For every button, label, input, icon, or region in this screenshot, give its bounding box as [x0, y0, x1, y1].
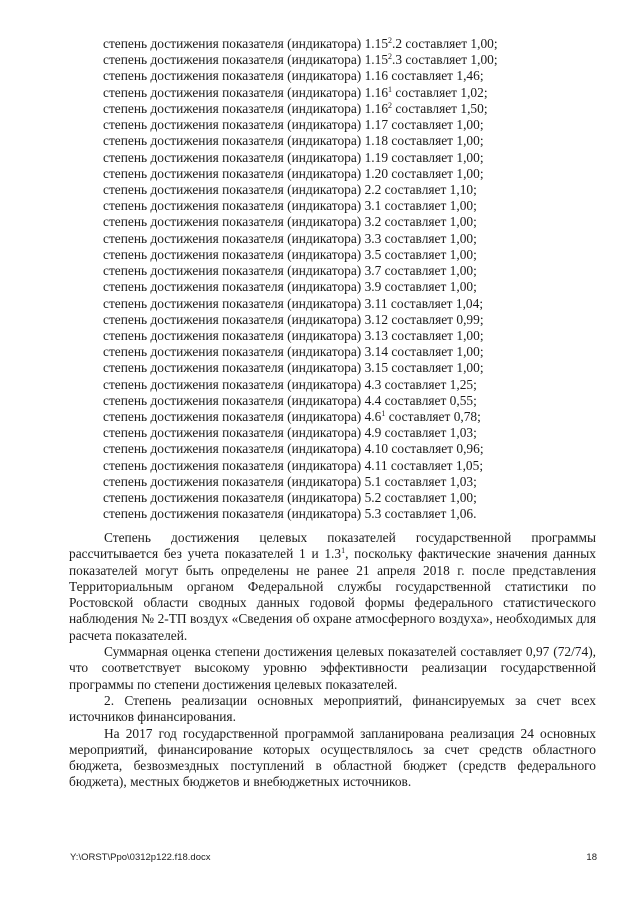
indicator-line: степень достижения показателя (индикатора) 5.2 составляет 1,00; [103, 490, 477, 506]
indicator-line: степень достижения показателя (индикатора) 1.18 составляет 1,00; [103, 133, 484, 149]
indicator-line: степень достижения показателя (индикатора) 1.19 составляет 1,00; [103, 149, 484, 165]
indicator-line: степень достижения показателя (индикатора) 3.14 составляет 1,00; [103, 344, 484, 360]
indicator-line: степень достижения показателя (индикатора) 3.2 составляет 1,00; [103, 214, 477, 230]
indicator-line: степень достижения показателя (индикатора) 3.7 составляет 1,00; [103, 263, 477, 279]
indicator-line: степень достижения показателя (индикатора) 1.20 составляет 1,00; [103, 165, 484, 181]
indicator-line: степень достижения показателя (индикатора) 4.11 составляет 1,05; [103, 457, 484, 473]
indicator-line: степень достижения показателя (индикатора) 3.12 составляет 0,99; [103, 311, 484, 327]
indicator-line: степень достижения показателя (индикатора) 1.16$^1$ составляет 1,02; [103, 84, 488, 100]
indicator-line: степень достижения показателя (индикатора) 1.17 составляет 1,00; [103, 117, 484, 133]
footer-page-number: 18 [586, 852, 597, 863]
indicator-line: степень достижения показателя (индикатора) 2.2 составляет 1,10; [103, 181, 477, 197]
indicator-line: степень достижения показателя (индикатора) 4.9 составляет 1,03; [103, 425, 477, 441]
indicator-line: степень достижения показателя (индикатора) 5.3 составляет 1,06. [103, 506, 477, 522]
indicator-line: степень достижения показателя (индикатора) 4.4 составляет 0,55; [103, 392, 477, 408]
indicator-line: степень достижения показателя (индикатора) 1.16 составляет 1,46; [103, 68, 484, 84]
paragraph: 2. Степень реализации основных мероприятий, финансируемых за счет всех источников финансирования. [69, 692, 596, 725]
indicator-line: степень достижения показателя (индикатора) 3.13 составляет 1,00; [103, 327, 484, 343]
indicator-list [103, 36, 603, 523]
paragraph: Степень достижения целевых показателей государственной программы рассчитывается без учета показателей 1 и $1.3^1$, поскольку фактические значения данных показателей могут быть определены не ранее 21 апреля 2018 г. после представления Территориальным органом Федеральной службы государственной статистики по Ростовской области сводных данных годовой формы федерального статистического наблюдения № 2-ТП воздух «Сведения об охране атмосферного воздуха», необходимых для расчета показателей. [69, 530, 596, 643]
paragraph: Суммарная оценка степени достижения целевых показателей составляет 0,97 (72/74), что соответствует высокому уровню эффективности реализации государственной программы по степени достижения целевых показателей. [69, 644, 596, 692]
paragraph: На 2017 год государственной программой запланирована реализация 24 основных мероприятий, финансирование которых осуществлялось за счет средств областного бюджета, безвозмездных поступлений в областной бюджет (средств федерального бюджета), местных бюджетов и внебюджетных источников. [69, 725, 596, 790]
indicator-line: степень достижения показателя (индикатора) 1.15$^2$.2 составляет 1,00; [103, 36, 498, 51]
indicator-line: степень достижения показателя (индикатора) 1.15$^2$.3 составляет 1,00; [103, 52, 498, 68]
indicator-line: степень достижения показателя (индикатора) 3.1 составляет 1,00; [103, 198, 477, 214]
indicator-line: степень достижения показателя (индикатора) $4.6^1$ составляет 0,78; [103, 409, 481, 425]
indicator-line: степень достижения показателя (индикатора) 3.9 составляет 1,00; [103, 279, 477, 295]
indicator-line: степень достижения показателя (индикатора) 3.3 составляет 1,00; [103, 230, 477, 246]
indicator-line: степень достижения показателя (индикатора) 1.16$^2$ составляет 1,50; [103, 100, 488, 116]
body-paragraphs [69, 530, 596, 791]
footer-file-path: Y:\ORST\Ppo\0312p122.f18.docx [70, 852, 211, 863]
indicator-line: степень достижения показателя (индикатора) 3.5 составляет 1,00; [103, 246, 477, 262]
indicator-line: степень достижения показателя (индикатора) 3.11 составляет 1,04; [103, 295, 484, 311]
indicator-line: степень достижения показателя (индикатора) 3.15 составляет 1,00; [103, 360, 484, 376]
indicator-line: степень достижения показателя (индикатора) 5.1 составляет 1,03; [103, 473, 477, 489]
indicator-line: степень достижения показателя (индикатора) 4.10 составляет 0,96; [103, 441, 484, 457]
indicator-line: степень достижения показателя (индикатора) 4.3 составляет 1,25; [103, 376, 477, 392]
